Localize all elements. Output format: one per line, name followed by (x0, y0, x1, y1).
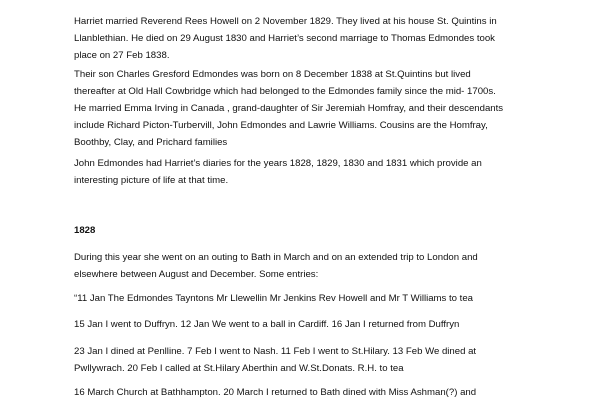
text-line: Harriet married Reverend Rees Howell on 2 November 1829. They lived at his house St. Quintins in (74, 16, 497, 27)
text-line: John Edmondes had Harriet’s diaries for the years 1828, 1829, 1830 and 1831 which provide an (74, 158, 482, 169)
text-line: “11 Jan The Edmondes Tayntons Mr Llewellin Mr Jenkins Rev Howell and Mr T Williams to tea (74, 293, 474, 304)
diary-entry (74, 316, 459, 333)
text-line: He married Emma Irving in Canada , grand-daughter of Sir Jeremiah Homfray, and their descendants (74, 103, 504, 114)
paragraph-marriage (74, 13, 497, 64)
section-heading-1828: 1828 (74, 225, 96, 236)
text-line: Llanblethian. He died on 29 August 1830 and Harriet’s second marriage to Thomas Edmondes took (74, 33, 495, 44)
text-line: 15 Jan I went to Duffryn. 12 Jan We went to a ball in Cardiff. 16 Jan I returned from Duffryn (74, 319, 460, 330)
text-line: thereafter at Old Hall Cowbridge which had belonged to the Edmondes family since the mid- 1700s. (74, 86, 496, 97)
text-line: Their son Charles Gresford Edmondes was born on 8 December 1838 at St.Quintins but lived (74, 69, 471, 80)
text-line: During this year she went on an outing to Bath in March and on an extended trip to London and (74, 252, 478, 263)
paragraph-son-charles (74, 66, 503, 151)
text-line: place on 27 Feb 1838. (74, 50, 170, 61)
text-line: Pwllywrach. 20 Feb I called at St.Hilary Aberthin and W.St.Donats. R.H. to tea (74, 363, 404, 374)
text-line: Boothby, Clay, and Prichard families (74, 137, 228, 148)
diary-entry (74, 290, 473, 307)
text-line: include Richard Picton-Turbervill, John Edmondes and Lawrie Williams. Cousins are the Homfray, (74, 120, 488, 131)
diary-entry (74, 343, 476, 377)
diary-entry (74, 384, 476, 401)
text-line: elsewhere between August and December. Some entries: (74, 269, 319, 280)
paragraph-outings (74, 249, 478, 283)
text-line: interesting picture of life at that time. (74, 175, 229, 186)
paragraph-diaries (74, 155, 482, 189)
text-line: 23 Jan I dined at Penlline. 7 Feb I went to Nash. 11 Feb I went to St.Hilary. 13 Feb We dined at (74, 346, 477, 357)
text-line: 16 March Church at Bathhampton. 20 March I returned to Bath dined with Miss Ashman(?) and (74, 387, 477, 398)
